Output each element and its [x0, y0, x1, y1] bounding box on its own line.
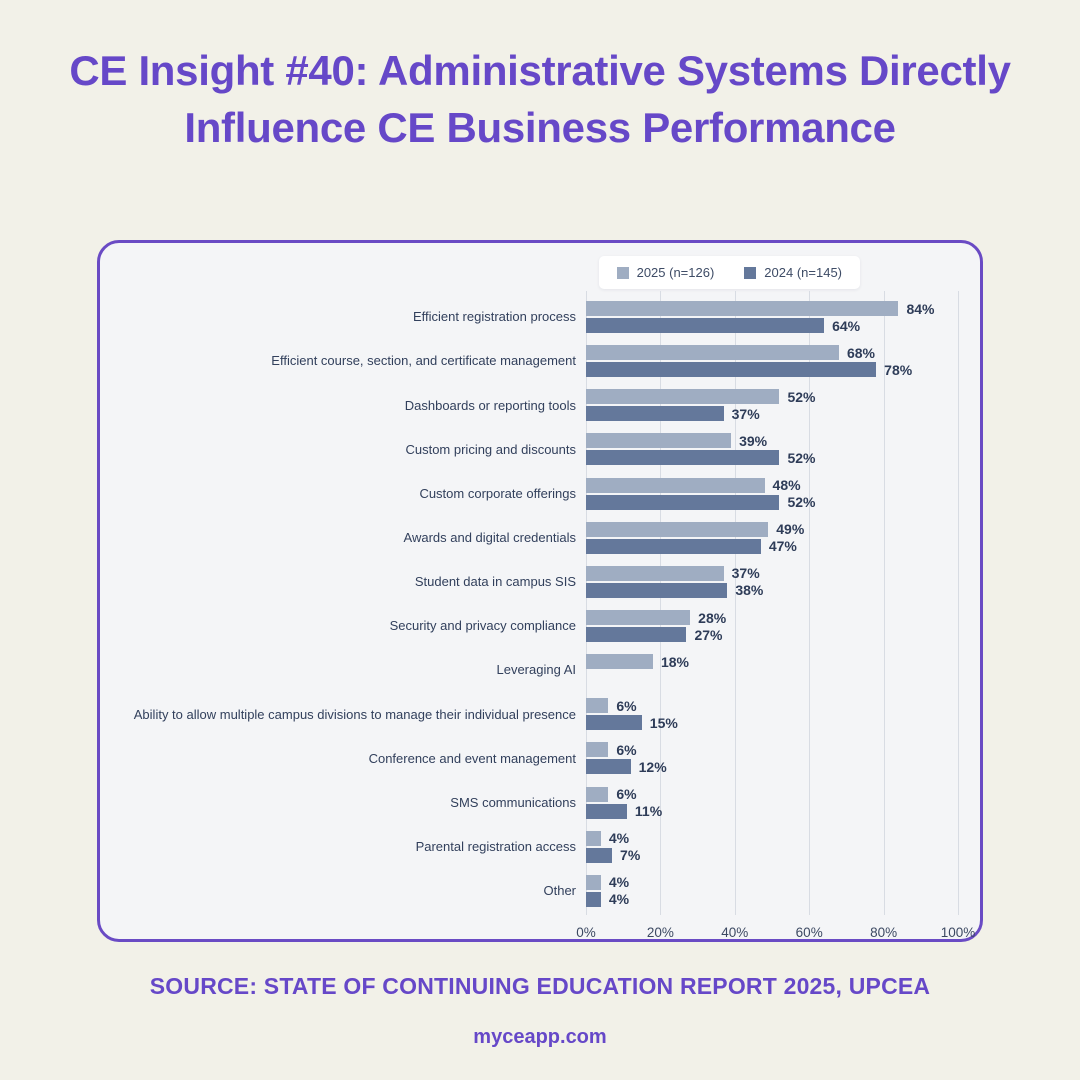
bar-value-label: 28% — [698, 609, 727, 626]
category-label: Other — [543, 883, 576, 899]
table-row — [108, 560, 970, 604]
x-axis-tick-label: 100% — [940, 925, 976, 940]
bar-value-label: 6% — [616, 697, 637, 714]
category-label: Security and privacy compliance — [389, 618, 576, 634]
bar-line-2024 — [586, 892, 958, 907]
category-label: Leveraging AI — [496, 662, 576, 678]
bar-line-2024 — [586, 804, 958, 819]
bar-line-2025 — [586, 478, 958, 493]
bar-group — [586, 698, 958, 730]
bar-2025 — [586, 698, 608, 713]
category-label: Student data in campus SIS — [414, 574, 576, 590]
bar-line-2024 — [586, 759, 958, 774]
bar-value-label: 4% — [608, 891, 630, 908]
table-row — [108, 736, 970, 780]
bar-value-label: 49% — [776, 521, 805, 538]
bar-line-2025 — [586, 566, 958, 581]
category-label: Ability to allow multiple campus divisions to manage their individual presence — [133, 706, 576, 722]
bar-value-label: 38% — [735, 582, 764, 599]
bar-2024 — [586, 539, 761, 554]
bar-value-label: 78% — [884, 361, 913, 378]
category-label: Custom pricing and discounts — [405, 441, 576, 457]
bar-line-2024 — [586, 406, 958, 421]
bar-value-label: 52% — [787, 449, 816, 466]
bar-line-2024 — [586, 318, 958, 333]
category-label: Conference and event management — [368, 750, 576, 766]
chart-card — [97, 240, 983, 942]
table-row — [108, 781, 970, 825]
bar-line-2025 — [586, 787, 958, 802]
bar-2025 — [586, 742, 608, 757]
bar-group — [586, 654, 958, 686]
bar-value-label: 15% — [649, 714, 678, 731]
table-row — [108, 825, 970, 869]
bar-value-label: 37% — [731, 405, 760, 422]
table-row — [108, 295, 970, 339]
bar-2025 — [586, 566, 724, 581]
bar-line-2024 — [586, 671, 958, 686]
bar-line-2024 — [586, 715, 958, 730]
bar-group — [586, 345, 958, 377]
category-label: Parental registration access — [415, 838, 576, 854]
bar-2025 — [586, 654, 653, 669]
table-row — [108, 604, 970, 648]
legend-label: 2024 (n=145) — [764, 265, 842, 280]
table-row — [108, 516, 970, 560]
bar-2024 — [586, 627, 686, 642]
category-label: Efficient course, section, and certificate management — [271, 353, 576, 369]
x-axis-tick-label: 20% — [646, 925, 674, 940]
bar-2025 — [586, 831, 601, 846]
bar-line-2025 — [586, 831, 958, 846]
bar-2024 — [586, 759, 631, 774]
legend-item-2025 — [617, 265, 715, 280]
bar-chart-plot — [108, 295, 976, 940]
x-axis-tick-label: 0% — [576, 925, 596, 940]
x-axis-tick-label: 40% — [721, 925, 749, 940]
source-attribution: SOURCE: STATE OF CONTINUING EDUCATION REPORT 2025, UPCEA — [149, 973, 931, 999]
bar-line-2024 — [586, 362, 958, 377]
bar-2025 — [586, 389, 779, 404]
table-row — [108, 869, 970, 913]
page-title: CE Insight #40: Administrative Systems Directly Influence CE Business Performance — [69, 47, 1011, 152]
bar-2025 — [586, 478, 765, 493]
bar-2024 — [586, 715, 642, 730]
bar-value-label: 12% — [638, 758, 667, 775]
bar-value-label: 7% — [620, 847, 641, 864]
x-axis-tick-label: 80% — [870, 925, 898, 940]
bar-line-2025 — [586, 433, 958, 448]
bar-group — [586, 301, 958, 333]
bar-2024 — [586, 450, 779, 465]
bar-2025 — [586, 433, 731, 448]
bar-2024 — [586, 318, 824, 333]
bar-value-label: 37% — [731, 565, 760, 582]
bar-2024 — [586, 848, 612, 863]
bar-2024 — [586, 583, 727, 598]
bar-value-label: 11% — [634, 803, 663, 820]
bar-2024 — [586, 804, 627, 819]
chart-rows — [108, 295, 970, 913]
bar-value-label: 4% — [608, 874, 630, 891]
bar-line-2024 — [586, 848, 958, 863]
category-label: Dashboards or reporting tools — [404, 397, 576, 413]
bar-group — [586, 389, 958, 421]
bar-group — [586, 566, 958, 598]
bar-2024 — [586, 495, 779, 510]
bar-line-2025 — [586, 742, 958, 757]
bar-2025 — [586, 522, 768, 537]
bar-line-2025 — [586, 698, 958, 713]
legend-label: 2025 (n=126) — [636, 265, 715, 280]
bar-value-label: 52% — [787, 388, 816, 405]
bar-value-label: 84% — [906, 300, 935, 317]
bar-group — [586, 478, 958, 510]
table-row — [108, 472, 970, 516]
x-axis — [576, 925, 976, 947]
category-label: Custom corporate offerings — [419, 485, 576, 501]
bar-group — [586, 610, 958, 642]
table-row — [108, 427, 970, 471]
bar-2024 — [586, 406, 724, 421]
category-label: Awards and digital credentials — [403, 529, 576, 545]
table-row — [108, 339, 970, 383]
bar-value-label: 6% — [616, 741, 637, 758]
website-link: myceapp.com — [473, 1026, 607, 1048]
bar-value-label: 47% — [768, 538, 797, 555]
bar-line-2024 — [586, 583, 958, 598]
bar-line-2025 — [586, 301, 958, 316]
bar-group — [586, 522, 958, 554]
bar-line-2024 — [586, 539, 958, 554]
bar-2024 — [586, 362, 876, 377]
bar-value-label: 4% — [608, 830, 630, 847]
x-axis-tick-label: 60% — [795, 925, 823, 940]
bar-2024 — [586, 892, 601, 907]
bar-group — [586, 831, 958, 863]
bar-line-2025 — [586, 610, 958, 625]
bar-group — [586, 875, 958, 907]
bar-value-label: 39% — [739, 432, 768, 449]
bar-group — [586, 742, 958, 774]
bar-line-2025 — [586, 654, 958, 669]
legend-item-2024 — [744, 265, 842, 280]
legend-swatch-icon — [744, 267, 756, 279]
bar-line-2025 — [586, 389, 958, 404]
bar-value-label: 6% — [616, 786, 637, 803]
bar-line-2024 — [586, 450, 958, 465]
bar-line-2025 — [586, 522, 958, 537]
bar-value-label: 68% — [846, 344, 875, 361]
bar-2025 — [586, 610, 690, 625]
table-row — [108, 648, 970, 692]
legend-swatch-icon — [617, 267, 629, 279]
bar-value-label: 64% — [832, 317, 861, 334]
bar-value-label: 48% — [772, 477, 801, 494]
category-label: SMS communications — [450, 794, 576, 810]
category-label: Efficient registration process — [412, 309, 576, 325]
bar-2025 — [586, 301, 898, 316]
bar-value-label: 27% — [694, 626, 723, 643]
bar-2025 — [586, 787, 608, 802]
bar-2025 — [586, 875, 601, 890]
bar-value-label: 52% — [787, 494, 816, 511]
bar-line-2024 — [586, 495, 958, 510]
bar-line-2025 — [586, 875, 958, 890]
bar-value-label: 18% — [660, 653, 689, 670]
bar-group — [586, 433, 958, 465]
chart-legend — [599, 256, 860, 289]
bar-line-2024 — [586, 627, 958, 642]
table-row — [108, 383, 970, 427]
bar-2025 — [586, 345, 839, 360]
table-row — [108, 692, 970, 736]
bar-group — [586, 787, 958, 819]
bar-line-2025 — [586, 345, 958, 360]
